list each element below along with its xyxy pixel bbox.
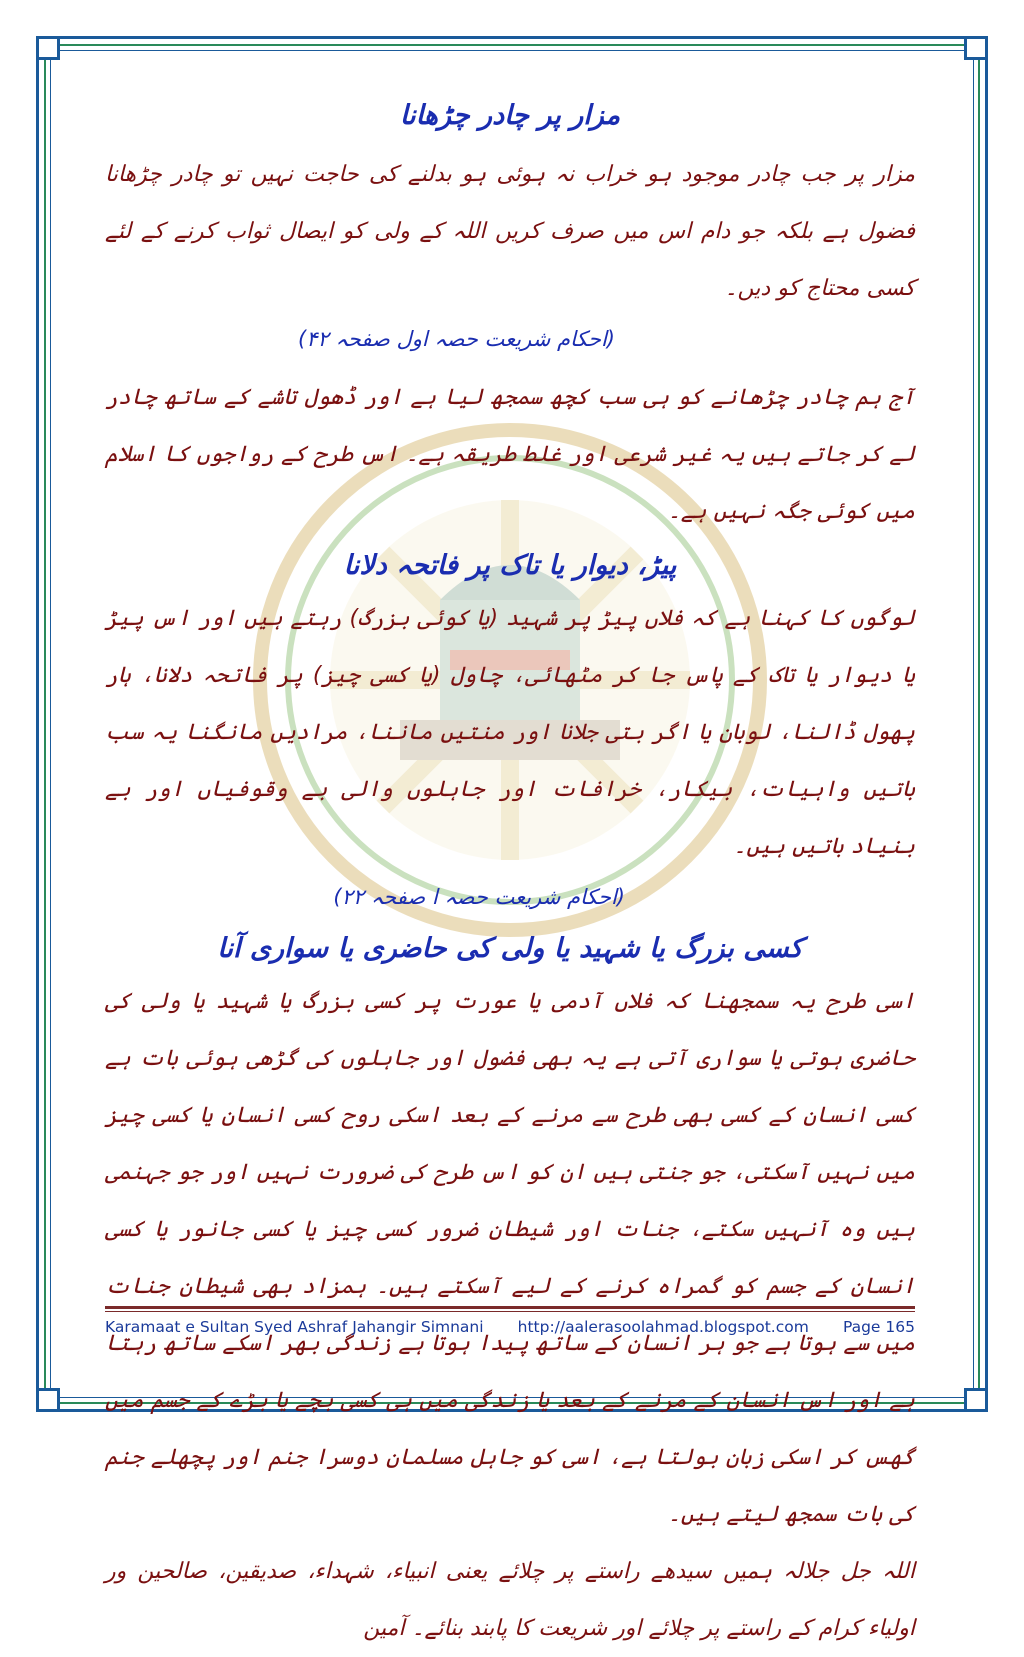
paragraph: لوگوں کا کہنا ہے کہ فلاں پیڑ پر شہید (یا کوئی بزرگ) رہتے ہیں اور اس پیڑ یا دیوار یا تاک کے پاس جا کر مٹھائی، چاول (یا کسی چیز) پر فاتحہ دلانا، ہار پھول ڈالنا، لوبان یا اگر بتی جلانا اور منتیں ماننا، مرادیں مانگنا یہ سب باتیں واہیات، بیکار، خرافات اور جاہلوں والی بے وقوفیاں اور بے بنیاد باتیں ہیں۔	[105, 606, 915, 859]
footer-divider	[105, 1306, 915, 1309]
footer-url-link[interactable]: http://aalerasoolahmad.blogspot.com	[517, 1318, 809, 1336]
border-corner-ornament	[964, 1388, 988, 1412]
paragraph: آج ہم چادر چڑھانے کو ہی سب کچھ سمجھ لیا ہے اور ڈھول تاشے کے ساتھ چادر لے کر جاتے ہیں یہ غیر شرعی اور غلط طریقہ ہے۔ اس طرح کے رواجوں کا اسلام میں کوئی جگہ نہیں ہے۔	[105, 385, 915, 524]
border-corner-ornament	[964, 36, 988, 60]
page-content	[105, 90, 915, 1657]
reference-citation: (احکام شریعت حصہ ا صفحہ ۲۲)	[333, 885, 625, 909]
paragraph: اسی طرح یہ سمجھنا کہ فلاں آدمی یا عورت پر کسی بزرگ یا شہید یا ولی کی حاضری ہوتی یا سواری آتی ہے یہ بھی فضول اور جاہلوں کی گڑھی ہوئی بات ہے کسی انسان کے کسی بھی طرح سے مرنے کے بعد اسکی روح کسی انسان یا کسی چیز میں نہیں آسکتی، جو جنتی ہیں ان کو اس طرح کی ضرورت نہیں اور جو جہنمی ہیں وہ آنہیں سکتے، جنات اور شیطان ضرور کسی چیز یا کسی جانور یا کسی انسان کے جسم کو گمراہ کرنے کے لیے آسکتے ہیں۔ ہمزاد بھی شیطان جنات میں سے ہوتا ہے جو ہر انسان کے ساتھ پیدا ہوتا ہے زندگی بھر اسکے ساتھ رہتا ہے اور اس انسان کے مرنے کے بعد یا زندگی میں ہی کسی بچے یا بڑے کے جسم میں گھس کر اسکی زبان بولتا ہے، اسی کو جاہل مسلمان دوسرا جنم اور پچھلے جنم کی بات سمجھ لیتے ہیں۔	[105, 989, 915, 1527]
footer-divider	[105, 1311, 915, 1312]
reference-citation: (احکام شریعت حصہ اول صفحہ ۴۲)	[298, 327, 615, 351]
paragraph: مزار پر جب چادر موجود ہو خراب نہ ہوئی ہو بدلنے کی حاجت نہیں تو چادر چڑھانا فضول ہے بلکہ جو دام اس میں صرف کریں اللہ کے ولی کو ایصال ثواب کرنے کے لئے کسی محتاج کو دیں۔	[105, 162, 915, 301]
section-heading: مزار پر چادر چڑھانا	[399, 100, 621, 131]
footer-book-title: Karamaat e Sultan Syed Ashraf Jahangir Simnani	[105, 1318, 484, 1336]
section-heading: پیڑ، دیوار یا تاک پر فاتحہ دلانا	[343, 550, 677, 581]
border-corner-ornament	[36, 1388, 60, 1412]
page-footer	[105, 1315, 915, 1339]
border-corner-ornament	[36, 36, 60, 60]
section-heading: کسی بزرگ یا شہید یا ولی کی حاضری یا سواری آنا	[217, 933, 803, 964]
footer-page-number: Page 165	[842, 1318, 915, 1336]
paragraph: اللہ جل جلالہ ہمیں سیدھے راستے پر چلائے یعنی انبیاء، شہداء، صدیقین، صالحین ور اولیاء کرام کے راستے پر چلائے اور شریعت کا پابند بنائے۔ آمین	[105, 1559, 915, 1641]
